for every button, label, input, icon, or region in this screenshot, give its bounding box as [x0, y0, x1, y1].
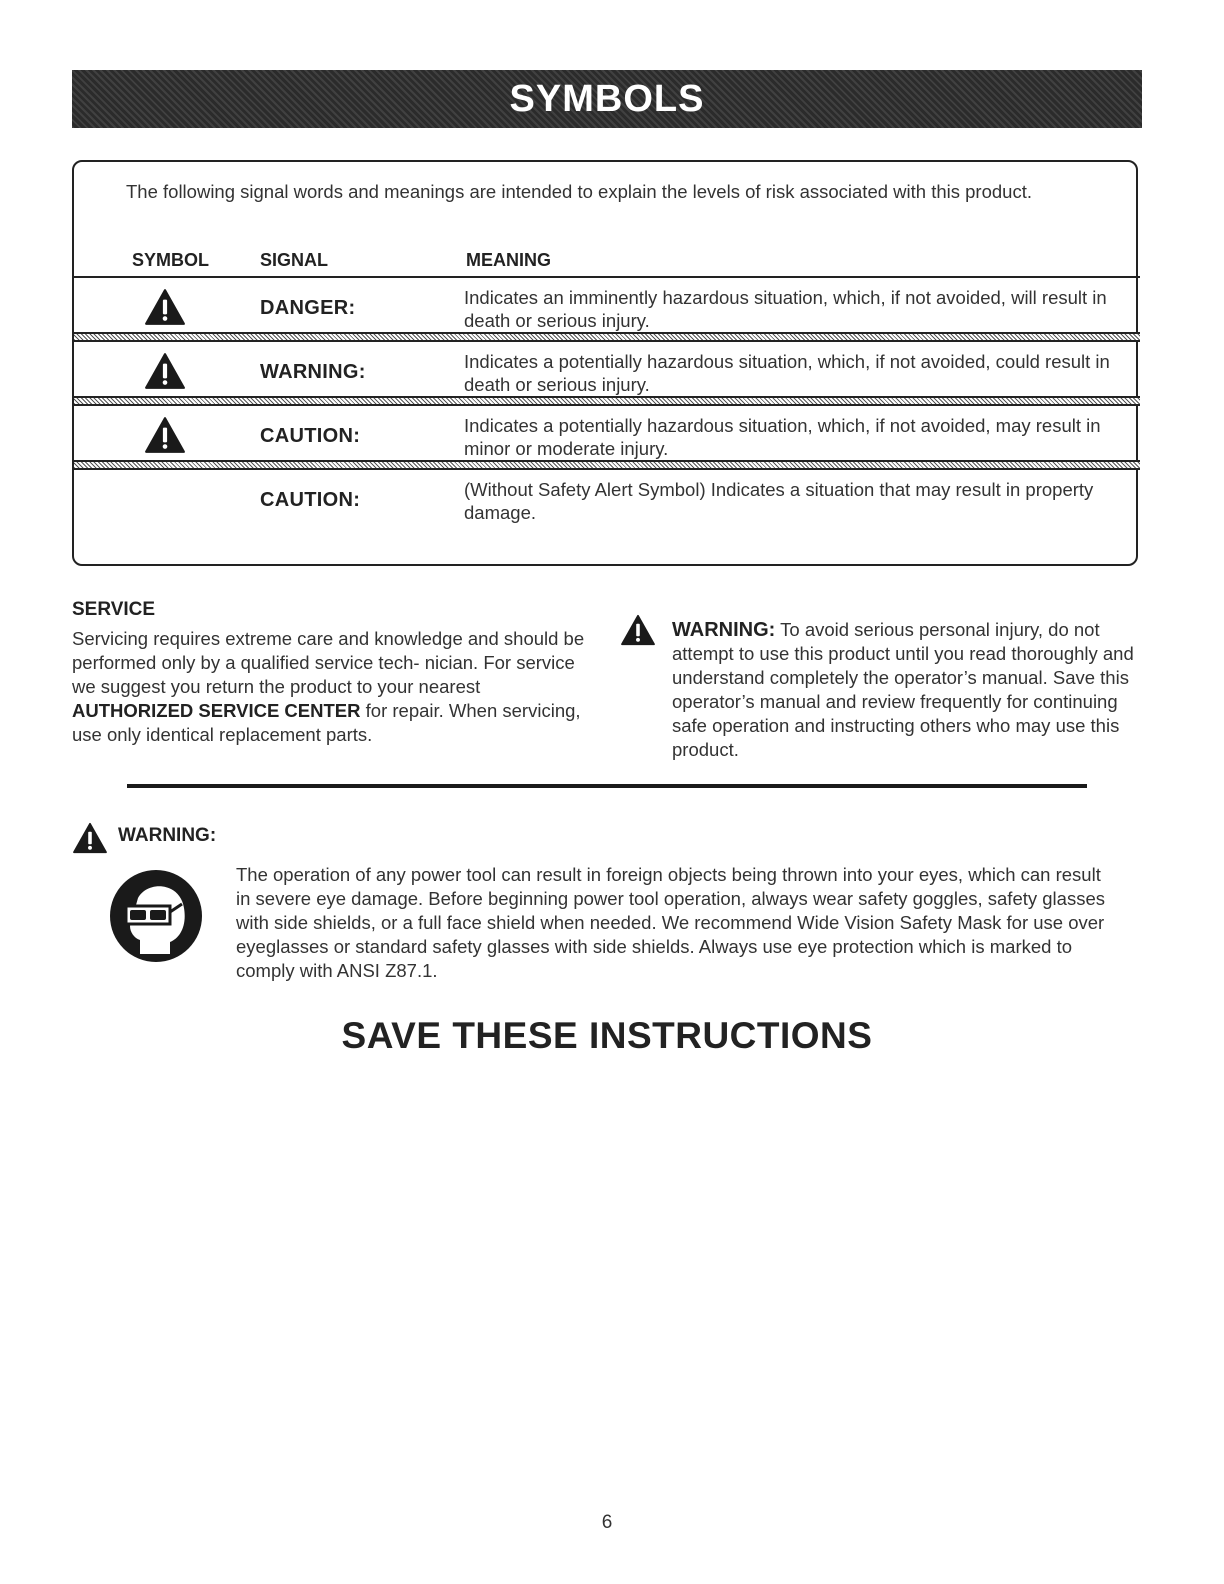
- section-divider: [127, 784, 1087, 788]
- column-header-symbol: SYMBOL: [132, 250, 210, 270]
- signal-word: DANGER:: [260, 297, 356, 319]
- service-center-emphasis: AUTHORIZED SERVICE CENTER: [72, 700, 361, 721]
- symbols-intro: The following signal words and meanings are intended to explain the levels of risk associated with this product.: [126, 181, 1032, 202]
- signal-word: CAUTION:: [260, 425, 361, 447]
- save-instructions-title: SAVE THESE INSTRUCTIONS: [341, 1015, 873, 1056]
- safety-alert-icon: [72, 822, 108, 854]
- service-text-end: for repair. When servicing, use only identical replacement parts.: [72, 700, 581, 745]
- table-row: [74, 340, 1140, 398]
- column-header-meaning: MEANING: [466, 250, 551, 270]
- page-number: 6: [601, 1512, 613, 1533]
- service-text: [72, 627, 592, 747]
- signal-word: WARNING:: [260, 361, 366, 383]
- table-row: [74, 276, 1140, 334]
- symbols-table: [72, 160, 1138, 566]
- safety-alert-icon: [620, 614, 656, 646]
- table-row: [74, 404, 1140, 462]
- signal-meaning: (Without Safety Alert Symbol) Indicates a situation that may result in property damage.: [464, 479, 1094, 523]
- table-row: [74, 468, 1140, 526]
- column-header-signal: SIGNAL: [260, 250, 329, 270]
- eye-warning-text: The operation of any power tool can result in foreign objects being thrown into your eyes, which can result in severe eye damage. Before beginning power tool operation, always wear safety goggles, safety glasses with side shields, or a full face shield when needed. We recommend Wide Vision Safety Mask for use over eyeglasses or standard safety glasses with side shields. Always use eye protection which is marked to comply with ANSI Z87.1.: [236, 864, 1105, 981]
- header-banner: [72, 70, 1142, 128]
- page-title: SYMBOLS: [509, 77, 705, 120]
- signal-meaning: Indicates a potentially hazardous situation, which, if not avoided, may result in minor or moderate injury.: [464, 415, 1101, 459]
- signal-meaning: Indicates a potentially hazardous situation, which, if not avoided, could result in death or serious injury.: [464, 351, 1110, 395]
- safety-alert-icon: [144, 352, 186, 390]
- eye-warning-label: WARNING:: [118, 825, 217, 846]
- service-text-start: Servicing requires extreme care and knowledge and should be performed only by a qualified service tech- nician. For service we suggest you return the product to your nearest: [72, 628, 585, 697]
- safety-alert-icon: [144, 416, 186, 454]
- signal-word: CAUTION:: [260, 489, 361, 511]
- safety-alert-icon: [144, 288, 186, 326]
- service-heading: SERVICE: [72, 599, 156, 620]
- warning-label: WARNING:: [672, 619, 776, 641]
- manual-warning: [672, 618, 1152, 762]
- manual-warning-text: To avoid serious personal injury, do not attempt to use this product until you read thoroughly and understand completely the operator’s manual. Save this operator’s manual and review frequently for continuing safe operation and instructing others who may use this product.: [672, 619, 1134, 760]
- safety-goggles-icon: [108, 868, 204, 964]
- signal-meaning: Indicates an imminently hazardous situation, which, if not avoided, will result in death or serious injury.: [464, 287, 1107, 331]
